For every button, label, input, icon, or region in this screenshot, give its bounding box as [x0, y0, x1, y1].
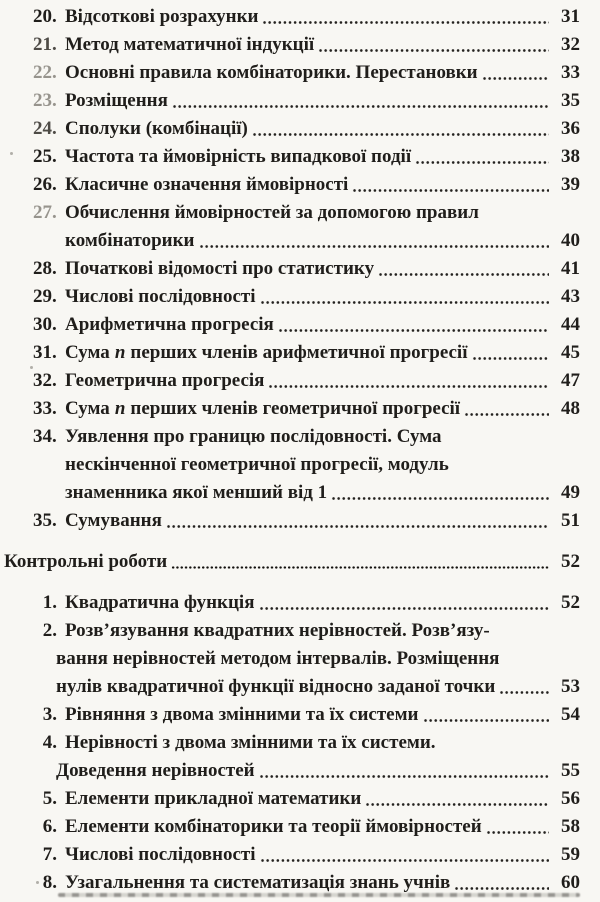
toc-entry — [0, 59, 600, 87]
dot-leader — [166, 525, 549, 528]
entry-page: 58 — [561, 816, 580, 837]
toc-entry-continuation — [0, 451, 600, 479]
entry-title: Розміщення — [65, 90, 168, 111]
entry-page: 59 — [561, 844, 580, 865]
scan-speck — [10, 152, 13, 155]
toc-entry-continuation — [0, 227, 600, 255]
entry-title: Відсоткові розрахунки — [65, 6, 259, 27]
toc-entry — [0, 729, 600, 757]
toc-entry — [0, 701, 600, 729]
dot-leader — [499, 691, 549, 694]
dot-leader — [464, 413, 549, 416]
entry-number: 30. — [33, 314, 57, 335]
entry-title — [65, 395, 460, 423]
entry-number: 29. — [33, 286, 57, 307]
dot-leader — [486, 831, 549, 834]
entry-number: 5. — [42, 788, 57, 809]
entry-page: 55 — [561, 760, 580, 781]
toc-entry-continuation — [0, 673, 600, 701]
entry-title: Узагальнення та систематизація знань учнів — [65, 872, 451, 893]
dot-leader — [260, 859, 549, 862]
toc-entry — [0, 395, 600, 423]
entry-title: Елементи прикладної математики — [65, 788, 362, 809]
entry-title: Обчислення ймовірностей за допомогою правил — [65, 202, 479, 223]
dot-leader — [172, 105, 549, 108]
math-variable: n — [114, 398, 126, 419]
scan-streak — [58, 893, 580, 897]
entry-number: 20. — [33, 6, 57, 27]
entry-page: 51 — [561, 510, 580, 531]
entry-page: 35 — [561, 90, 580, 111]
toc-entry — [0, 283, 600, 311]
entry-page: 40 — [561, 230, 580, 251]
entry-title: Сумування — [65, 510, 162, 531]
entry-title: Класичне означення ймовірності — [65, 174, 349, 195]
toc-entry-continuation — [0, 757, 600, 785]
entry-title: Сполуки (комбінації) — [65, 118, 248, 139]
entry-title: Елементи комбінаторики та теорії ймовірностей — [65, 816, 482, 837]
title-segment: перших членів арифметичної прогресії — [130, 342, 468, 363]
entry-page: 52 — [561, 592, 580, 613]
title-segment: перших членів геометричної прогресії — [130, 398, 461, 419]
entry-title: Арифметична прогресія — [65, 314, 274, 335]
entry-number: 32. — [33, 370, 57, 391]
dot-leader — [318, 49, 549, 52]
entry-title: Квадратична функція — [65, 592, 255, 613]
entry-title: Числові послідовності — [65, 844, 256, 865]
entry-page: 31 — [561, 6, 580, 27]
entry-number: 3. — [42, 704, 57, 725]
entry-number: 31. — [33, 342, 57, 363]
entry-title: Доведення нерівностей — [56, 760, 255, 781]
entry-number: 1. — [42, 592, 57, 613]
dot-leader — [199, 245, 549, 248]
dot-leader — [415, 161, 549, 164]
toc-entry — [0, 87, 600, 115]
dot-leader — [352, 189, 549, 192]
toc-entry — [0, 423, 600, 451]
entry-title — [65, 339, 468, 367]
section-heading — [0, 548, 600, 576]
entry-page: 33 — [561, 62, 580, 83]
dot-leader — [259, 607, 550, 610]
entry-title: Метод математичної індукції — [65, 34, 315, 55]
entry-title: Початкові відомості про статистику — [65, 258, 375, 279]
toc-entry — [0, 367, 600, 395]
entry-number: 28. — [33, 258, 57, 279]
section-gap — [0, 535, 600, 548]
dot-leader — [365, 803, 549, 806]
entry-number: 33. — [33, 398, 57, 419]
entry-number: 21. — [33, 34, 57, 55]
toc-entry — [0, 31, 600, 59]
dot-leader — [378, 273, 549, 276]
entry-page: 45 — [561, 342, 580, 363]
dot-leader — [268, 385, 549, 388]
entry-title: комбінаторики — [65, 230, 195, 251]
entry-title: нескінченної геометричної прогресії, модуль — [65, 454, 449, 475]
entry-page: 32 — [561, 34, 580, 55]
toc-entry — [0, 3, 600, 31]
entry-number: 34. — [33, 426, 57, 447]
title-segment: Сума — [65, 342, 110, 363]
entry-page: 56 — [561, 788, 580, 809]
dot-leader — [252, 133, 549, 136]
entry-title: Нерівності з двома змінними та їх системи. — [65, 732, 436, 753]
dot-leader — [423, 719, 549, 722]
toc-entry — [0, 617, 600, 645]
dot-leader — [331, 497, 549, 500]
title-segment: Сума — [65, 398, 110, 419]
entry-page: 49 — [561, 482, 580, 503]
scan-speck — [36, 881, 39, 884]
entry-number: 2. — [42, 620, 57, 641]
section-heading-label: Контрольні роботи — [4, 551, 168, 572]
dot-leader — [454, 887, 549, 890]
entry-page: 54 — [561, 704, 580, 725]
section-gap — [0, 576, 600, 589]
entry-page: 52 — [561, 551, 580, 572]
toc-entry — [0, 171, 600, 199]
toc-entry — [0, 143, 600, 171]
toc-entry — [0, 311, 600, 339]
entry-number: 23. — [33, 90, 57, 111]
entry-page: 43 — [561, 286, 580, 307]
entry-page: 47 — [561, 370, 580, 391]
entry-number: 22. — [33, 62, 57, 83]
toc-entry — [0, 589, 600, 617]
entry-title: Частота та ймовірність випадкової події — [65, 146, 412, 167]
dot-leader — [260, 301, 549, 304]
toc-entry — [0, 255, 600, 283]
entry-number: 8. — [42, 872, 57, 893]
toc-entry — [0, 813, 600, 841]
math-variable: n — [114, 342, 126, 363]
dot-leader — [472, 357, 550, 360]
entry-page: 39 — [561, 174, 580, 195]
entry-title: Розв’язування квадратних нерівностей. Розв’язу- — [65, 620, 490, 641]
entry-number: 35. — [33, 510, 57, 531]
toc-entry-continuation — [0, 479, 600, 507]
entry-number: 25. — [33, 146, 57, 167]
entry-title: Рівняння з двома змінними та їх системи — [65, 704, 419, 725]
dot-leader — [259, 775, 549, 778]
toc-entry — [0, 199, 600, 227]
dot-leader — [262, 21, 549, 24]
entry-number: 24. — [33, 118, 57, 139]
entry-page: 60 — [561, 872, 580, 893]
entry-title: Уявлення про границю послідовності. Сума — [65, 426, 442, 447]
entry-page: 38 — [561, 146, 580, 167]
dot-leader — [482, 77, 549, 80]
dot-leader — [278, 329, 549, 332]
dot-leader — [171, 566, 549, 569]
entry-number: 7. — [42, 844, 57, 865]
toc-entry — [0, 841, 600, 869]
toc-entry — [0, 785, 600, 813]
entry-page: 36 — [561, 118, 580, 139]
toc-entry — [0, 507, 600, 535]
entry-title: вання нерівностей методом інтервалів. Розміщення — [56, 648, 500, 669]
toc-entry — [0, 339, 600, 367]
entry-number: 27. — [33, 202, 57, 223]
entry-title: нулів квадратичної функції відносно заданої точки — [56, 676, 496, 697]
toc-entry — [0, 115, 600, 143]
entry-number: 26. — [33, 174, 57, 195]
entry-title: Числові послідовності — [65, 286, 256, 307]
entry-title: знаменника якої менший від 1 — [65, 482, 328, 503]
entry-number: 6. — [42, 816, 57, 837]
entry-page: 48 — [561, 398, 580, 419]
entry-page: 44 — [561, 314, 580, 335]
toc-entry-continuation — [0, 645, 600, 673]
entry-title: Основні правила комбінаторики. Перестановки — [65, 62, 478, 83]
entry-page: 53 — [561, 676, 580, 697]
scan-speck — [30, 366, 33, 369]
entry-title: Геометрична прогресія — [65, 370, 265, 391]
entry-page: 41 — [561, 258, 580, 279]
entry-number: 4. — [42, 732, 57, 753]
